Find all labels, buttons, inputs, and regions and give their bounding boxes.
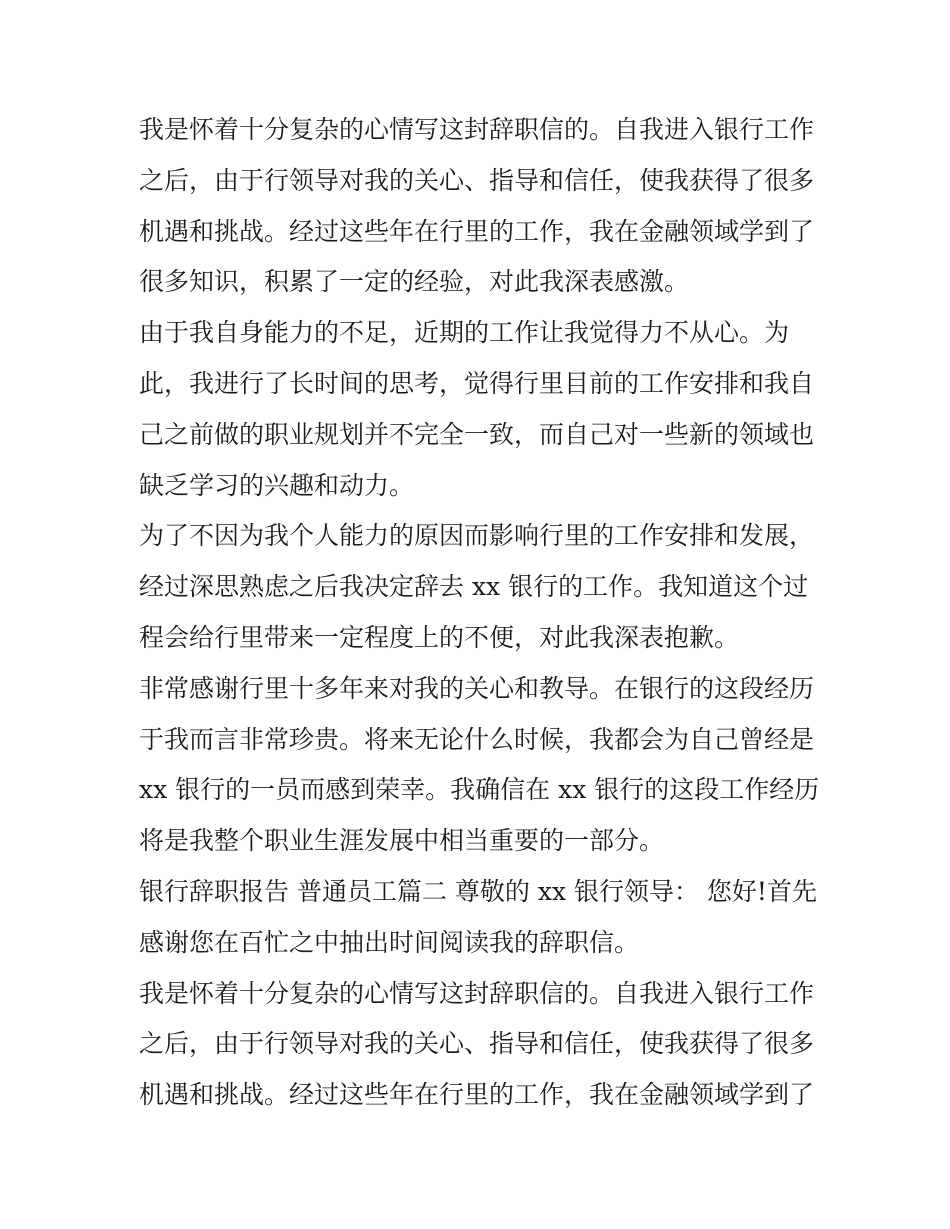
section-heading-line: 银行辞职报告 普通员工篇二 尊敬的 xx 银行领导： 您好!首先 (139, 876, 817, 906)
text-line: 将是我整个职业生涯发展中相当重要的一部分。 (139, 826, 665, 856)
text-line: 之后，由于行领导对我的关心、指导和信任，使我获得了很多 (139, 1029, 815, 1059)
text-line: 由于我自身能力的不足，近期的工作让我觉得力不从心。为 (139, 318, 790, 348)
text-line: 机遇和挑战。经过这些年在行里的工作，我在金融领域学到了 (139, 216, 815, 246)
text-line: 于我而言非常珍贵。将来无论什么时候，我都会为自己曾经是 (139, 724, 815, 754)
text-line: 我是怀着十分复杂的心情写这封辞职信的。自我进入银行工作 (139, 978, 815, 1008)
text-line: 我是怀着十分复杂的心情写这封辞职信的。自我进入银行工作 (139, 115, 815, 144)
text-line: 程会给行里带来一定程度上的不便，对此我深表抱歉。 (139, 622, 740, 652)
text-line: 为了不因为我个人能力的原因而影响行里的工作安排和发展， (139, 521, 815, 551)
text-line: 经过深思熟虑之后我决定辞去 xx 银行的工作。我知道这个过 (139, 572, 809, 602)
document-body (139, 105, 819, 1121)
text-line: 此，我进行了长时间的思考，觉得行里目前的工作安排和我自 (139, 368, 815, 398)
text-line: xx 银行的一员而感到荣幸。我确信在 xx 银行的这段工作经历 (139, 775, 819, 805)
text-line: 己之前做的职业规划并不完全一致，而自己对一些新的领域也 (139, 419, 815, 449)
text-line: 感谢您在百忙之中抽出时间阅读我的辞职信。 (139, 927, 640, 957)
text-line: 之后，由于行领导对我的关心、指导和信任，使我获得了很多 (139, 165, 815, 195)
text-line: 非常感谢行里十多年来对我的关心和教导。在银行的这段经历 (139, 673, 815, 703)
text-line: 缺乏学习的兴趣和动力。 (139, 470, 415, 500)
text-line: 很多知识，积累了一定的经验，对此我深表感激。 (139, 267, 690, 297)
text-line: 机遇和挑战。经过这些年在行里的工作，我在金融领域学到了 (139, 1080, 815, 1110)
